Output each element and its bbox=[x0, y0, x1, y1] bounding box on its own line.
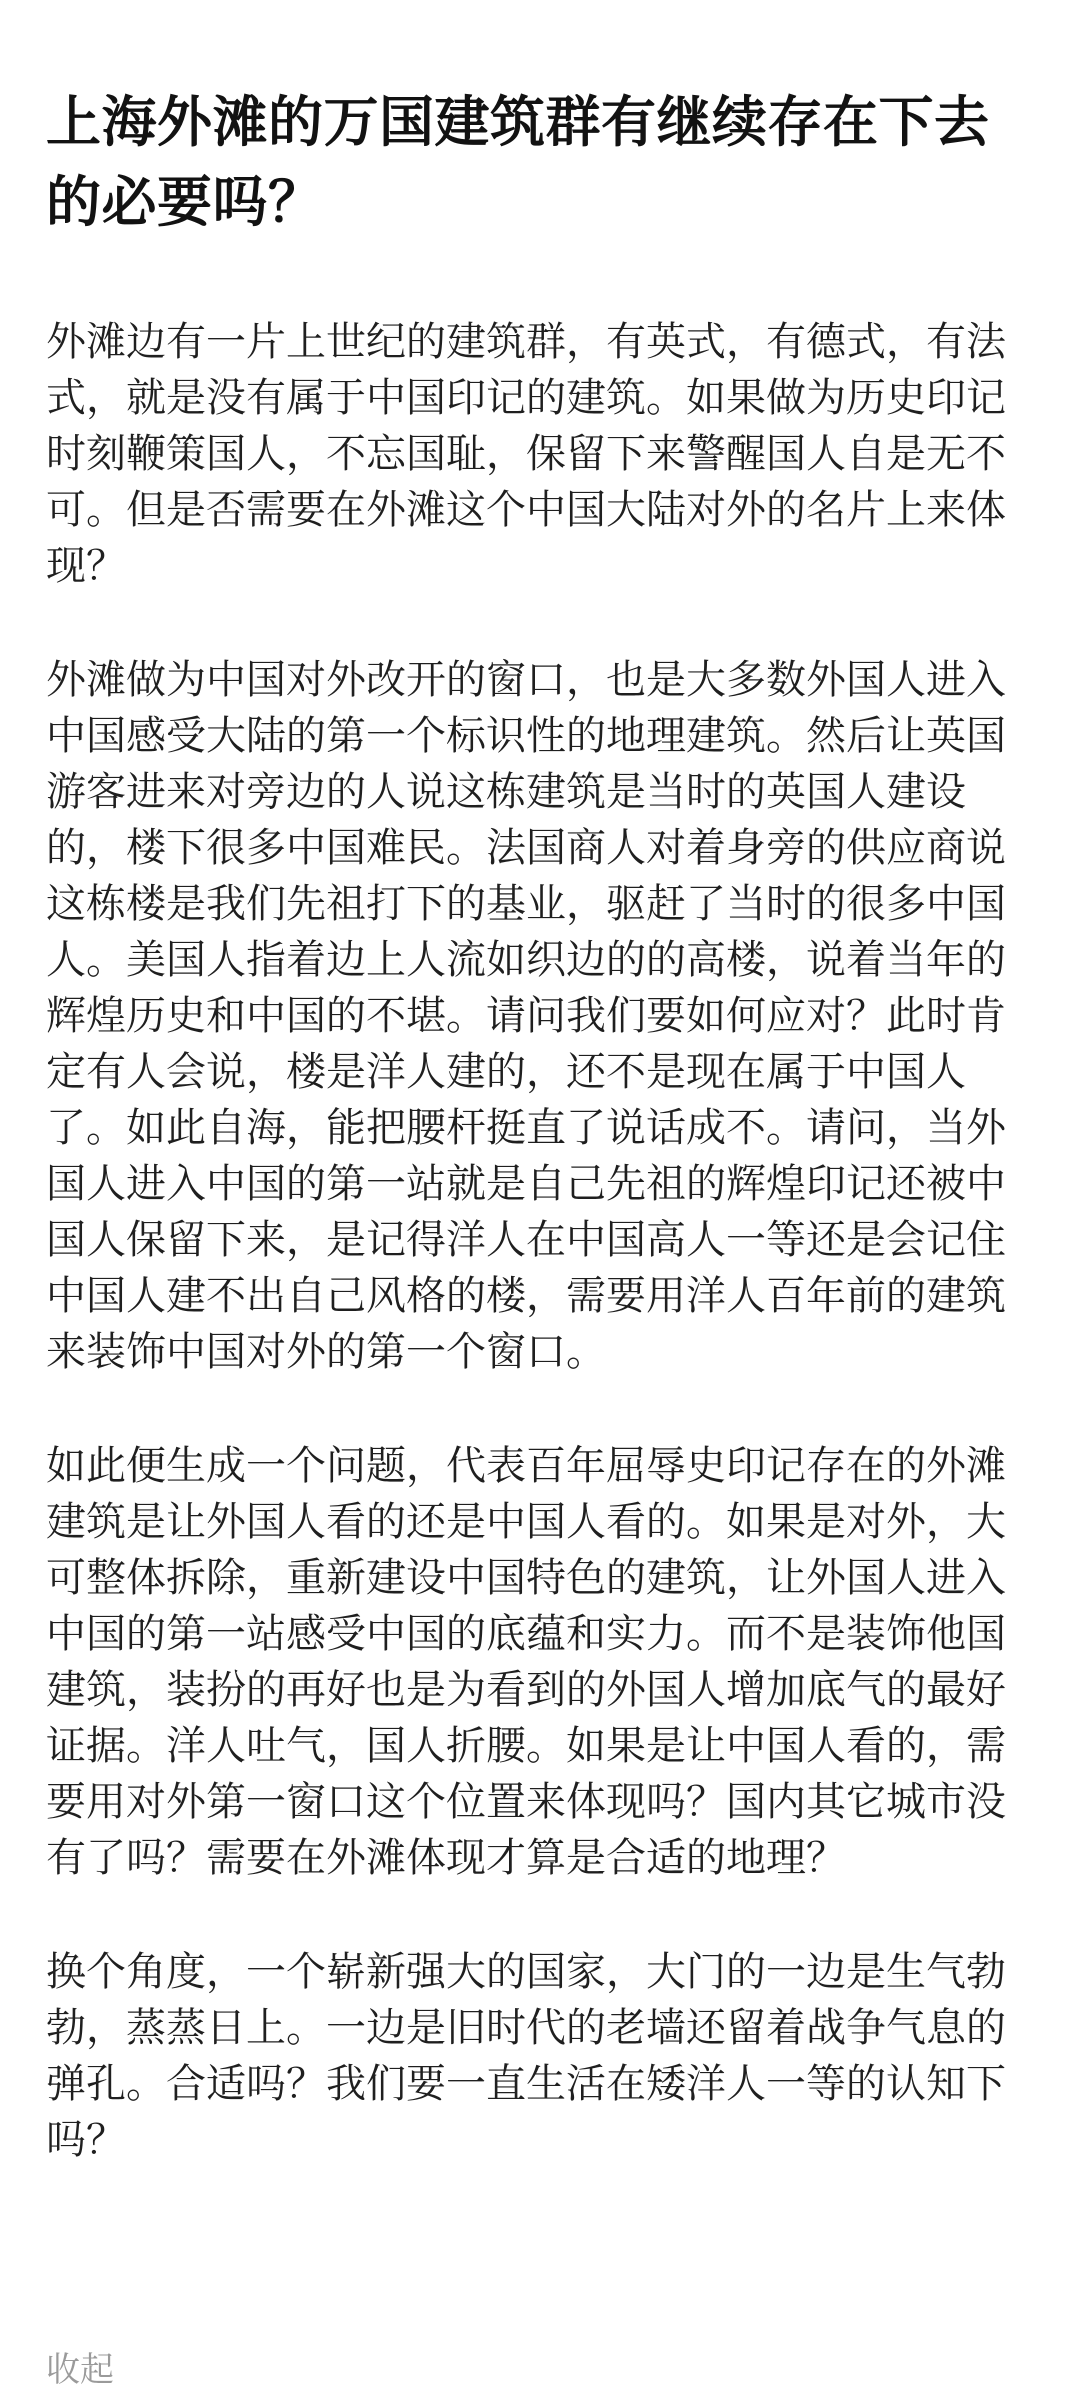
article-body bbox=[46, 314, 1034, 2168]
collapse-link[interactable]: 收起 bbox=[46, 2350, 114, 2390]
article-paragraph-2: 外滩做为中国对外改开的窗口，也是大多数外国人进入中国感受大陆的第一个标识性的地理建筑。然后让英国游客进来对旁边的人说这栋建筑是当时的英国人建设的，楼下很多中国难民。法国商人对着身旁的供应商说这栋楼是我们先祖打下的基业，驱赶了当时的很多中国人。美国人指着边上人流如织边的的高楼，说着当年的辉煌历史和中国的不堪。请问我们要如何应对？此时肯定有人会说，楼是洋人建的，还不是现在属于中国人了。如此自海，能把腰杆挺直了说话成不。请问，当外国人进入中国的第一站就是自己先祖的辉煌印记还被中国人保留下来，是记得洋人在中国高人一等还是会记住中国人建不出自己风格的楼，需要用洋人百年前的建筑来装饰中国对外的第一个窗口。 bbox=[46, 657, 1006, 1375]
article-title: 上海外滩的万国建筑群有继续存在下去的必要吗？ bbox=[46, 90, 990, 234]
article-paragraph-3: 如此便生成一个问题，代表百年屈辱史印记存在的外滩建筑是让外国人看的还是中国人看的。如果是对外，大可整体拆除，重新建设中国特色的建筑，让外国人进入中国的第一站感受中国的底蕴和实力。而不是装饰他国建筑，装扮的再好也是为看到的外国人增加底气的最好证据。洋人吐气，国人折腰。如果是让中国人看的，需要用对外第一窗口这个位置来体现吗？国内其它城市没有了吗？需要在外滩体现才算是合适的地理？ bbox=[46, 1443, 1006, 1881]
article-paragraph-4: 换个角度，一个崭新强大的国家，大门的一边是生气勃勃，蒸蒸日上。一边是旧时代的老墙还留着战争气息的弹孔。合适吗？我们要一直生活在矮洋人一等的认知下吗？ bbox=[46, 1949, 1006, 2163]
article-paragraph-1: 外滩边有一片上世纪的建筑群，有英式，有德式，有法式，就是没有属于中国印记的建筑。如果做为历史印记时刻鞭策国人，不忘国耻，保留下来警醒国人自是无不可。但是否需要在外滩这个中国大陆对外的名片上来体现？ bbox=[46, 319, 1006, 589]
